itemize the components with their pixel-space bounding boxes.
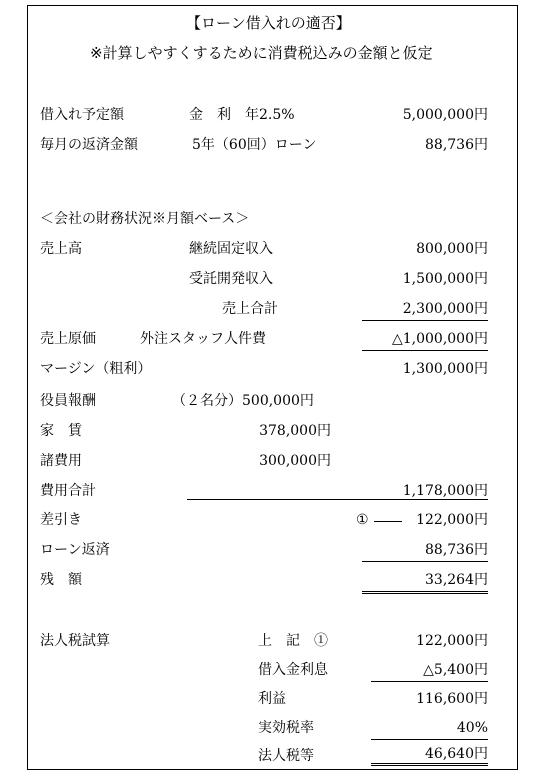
section-heading: ＜会社の財務状況※月額ベース＞	[40, 211, 250, 227]
sales-total-label: 売上合計	[222, 301, 278, 317]
planned-loan-label: 借入れ予定額	[40, 107, 124, 123]
misc-expenses-label: 諸費用	[40, 453, 82, 469]
corporate-tax-label: 法人税等	[258, 748, 314, 764]
remaining-amount: 33,264円	[362, 571, 488, 594]
effective-tax-rate-amount: 40%	[371, 719, 488, 740]
cogs-amount: △1,000,000円	[362, 330, 488, 351]
interest-rate-label: 金 利 年2.5%	[189, 107, 295, 123]
difference-leader-line	[374, 521, 402, 522]
profit-amount: 116,600円	[416, 691, 488, 707]
rent-label: 家 賃	[40, 423, 82, 439]
planned-loan-amount: 5,000,000円	[402, 107, 488, 123]
difference-marker: ①	[356, 512, 369, 528]
rent-amount: 378,000円	[259, 423, 331, 439]
title-line-1: 【ローン借入れの適否】	[186, 14, 351, 32]
sales-item-2-label: 受託開発収入	[189, 271, 273, 287]
sales-total-amount: 2,300,000円	[362, 300, 488, 321]
monthly-payment-amount: 88,736円	[425, 137, 488, 153]
loan-interest-label: 借入金利息	[258, 662, 328, 678]
officer-pay-label: 役員報酬	[40, 393, 96, 409]
sales-label: 売上高	[40, 241, 82, 257]
loan-repayment-label: ローン返済	[40, 542, 110, 558]
expense-total-amount: 1,178,000円	[402, 483, 488, 499]
difference-label: 差引き	[40, 512, 82, 528]
loan-interest-amount: △5,400円	[371, 661, 488, 682]
loan-repayment-amount: 88,736円	[362, 541, 488, 562]
loan-term-label: 5年（60回）ローン	[192, 137, 317, 153]
sales-item-1-amount: 800,000円	[416, 241, 488, 257]
sales-item-2-amount: 1,500,000円	[402, 271, 488, 287]
difference-amount: 122,000円	[416, 512, 488, 528]
profit-label: 利益	[258, 691, 286, 707]
cogs-item-label: 外注スタッフ人件費	[140, 331, 266, 347]
tax-ref-amount: 122,000円	[416, 633, 488, 649]
margin-label: マージン（粗利）	[40, 361, 152, 377]
officer-pay-note: （２名分）500,000円	[172, 393, 314, 409]
sales-item-1-label: 継続固定収入	[189, 241, 273, 257]
title-line-2: ※計算しやすくするために消費税込みの金額と仮定	[90, 44, 433, 62]
corporate-tax-amount: 46,640円	[371, 745, 488, 766]
expense-total-label: 費用合計	[40, 483, 96, 499]
tax-estimate-label: 法人税試算	[40, 633, 110, 649]
monthly-payment-label: 毎月の返済金額	[40, 137, 138, 153]
cogs-label: 売上原価	[40, 331, 96, 347]
misc-expenses-amount: 300,000円	[259, 453, 331, 469]
tax-ref-label: 上 記 ①	[258, 633, 328, 649]
effective-tax-rate-label: 実効税率	[258, 720, 314, 736]
margin-amount: 1,300,000円	[402, 361, 488, 377]
remaining-label: 残 額	[40, 572, 82, 588]
